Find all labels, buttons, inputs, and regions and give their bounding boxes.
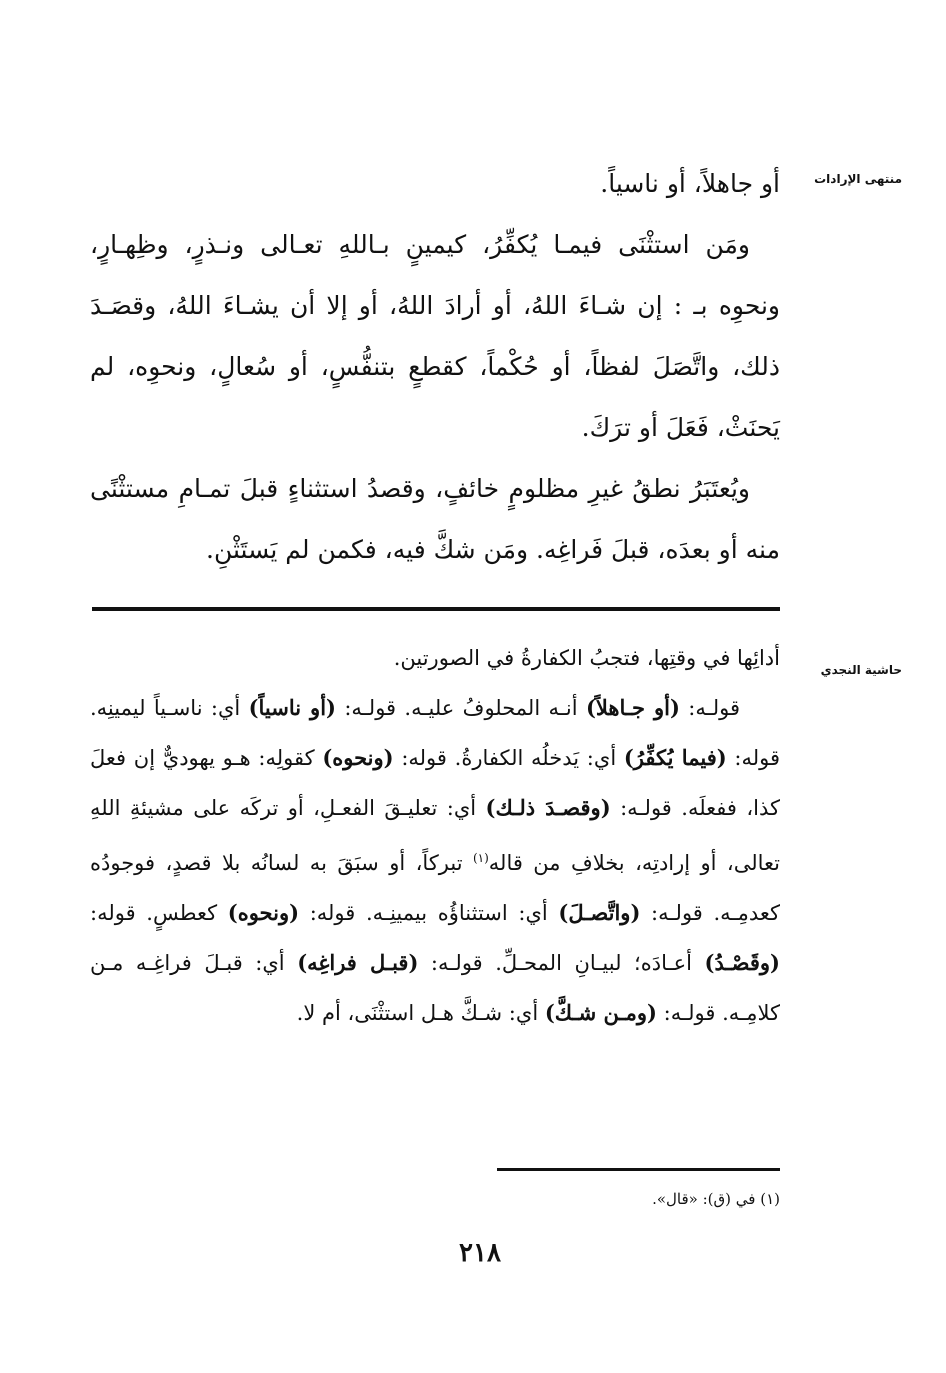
quoted-term: (وقصـدَ ذلـك): [485, 795, 611, 820]
commentary-text: أي: قبـلَ فراغِـه مـن كلامِـه. قولـه:: [90, 951, 780, 1025]
commentary-text: أي: ناسـياً ليمينِه. قوله:: [90, 696, 781, 770]
side-label-hashiya: حاشية النجدي: [820, 663, 902, 677]
page-number: ٢١٨: [459, 1238, 501, 1268]
quoted-term: (أو جـاهلاً): [585, 695, 680, 720]
quoted-term: (أو ناسياً): [248, 695, 336, 720]
quoted-term: (ونحوه): [227, 900, 300, 925]
quoted-term: (قبـل فراغِه): [297, 950, 419, 975]
footnote-marker: (١): [472, 851, 489, 865]
side-label-main: منتهى الإرادات: [814, 172, 902, 186]
main-paragraph-3: ويُعتَبَرُ نطقُ غيرِ مظلومٍ خائفٍ، وقصدُ استثناءٍ قبلَ تمـامِ مستثْنًى منه أو بعدَه، قبلَ فَراغِه. ومَن شكَّ فيه، فكمن لم يَستَثْنِ.: [90, 474, 780, 564]
hashiya-text: [90, 633, 780, 1038]
main-paragraph-1: أو جاهلاً، أو ناسياً.: [600, 169, 780, 198]
quoted-term: (ونحوه): [322, 745, 394, 770]
commentary-text: تبركاً، أو سبَقَ به لسانُه بلا قصدٍ، فوجودُه كعدمِـه. قولـه:: [90, 851, 780, 925]
commentary-text: أي: استثناؤُه بيمينِـه. قوله:: [299, 901, 559, 925]
hashiya-commentary: [90, 683, 780, 1038]
quoted-term: (ومـن شـكَّ): [544, 1000, 657, 1025]
commentary-text: أعـادَه؛ لبيـانِ المحـلِّ. قولـه:: [418, 951, 705, 975]
commentary-text: كقولِه: هـو يهوديٌّ إن فعلَ كذا، ففعلَه. قولـه:: [90, 746, 781, 820]
section-divider: [92, 607, 780, 611]
commentary-text: كعطسٍ. قوله:: [90, 901, 228, 925]
commentary-text: أي: يَدخلُه الكفارةُ. قوله:: [393, 746, 624, 770]
commentary-text: قولـه:: [679, 696, 741, 720]
quoted-term: (فيما يُكفِّرُ): [623, 745, 727, 770]
footnote: (١) في (ق): «قال».: [652, 1190, 780, 1208]
quoted-term: (وقَصْـدُ): [704, 950, 780, 975]
commentary-text: أنـه المحلوفُ عليـه. قولـه:: [335, 696, 586, 720]
commentary-text: أي: تعليـقَ الفعـلِ، أو تركَه على مشيئةِ اللهِ تعالى، أو إرادتِه، بخلافِ من قاله: [90, 796, 780, 875]
main-paragraph-2: ومَن استثْنَى فيمـا يُكفِّرُ، كيمينٍ بـاللهِ تعـالى ونـذرٍ، وظِهـارٍ، ونحوِه بـ : إن شـاءَ اللهُ، أو أرادَ اللهُ، أو إلا أن يشـاءَ اللهُ، وقصَـدَ ذلك، واتَّصَلَ لفظاً، أو حُكْماً، كقطعٍ بتنفُّسٍ، أو سُعالٍ، ونحوِه، لم يَحنَثْ، فَعَلَ أو ترَكَ.: [90, 230, 780, 442]
hashiya-opening: أدائِها في وقتِها، فتجبُ الكفارةُ في الصورتين.: [393, 646, 780, 670]
main-text: [90, 153, 780, 580]
footnote-divider: [497, 1168, 780, 1171]
quoted-term: (واتَّصـلَ): [558, 900, 641, 925]
commentary-text: أي: شـكَّ هـل استثْنَى، أم لا.: [296, 1001, 545, 1025]
